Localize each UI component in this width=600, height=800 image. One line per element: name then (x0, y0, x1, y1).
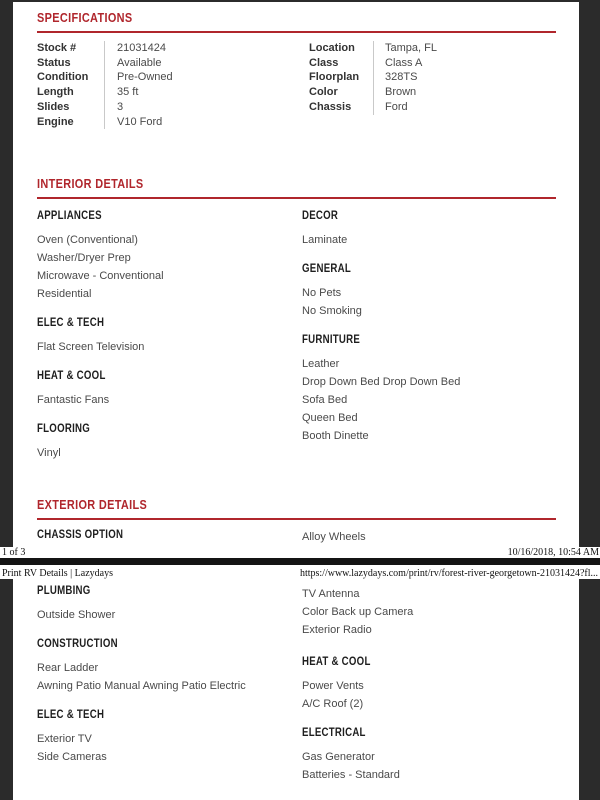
spec-label: Floorplan (309, 71, 360, 84)
feature-group-elec-tech-exterior (37, 708, 302, 766)
feature-item: Microwave - Conventional (37, 270, 164, 283)
spec-label: Stock # (37, 42, 77, 54)
print-url: https://www.lazydays.com/print/rv/forest-river-georgetown-21031424?fl... (299, 568, 598, 579)
page-2-background (0, 579, 600, 800)
feature-group-decor (302, 209, 556, 249)
feature-group-heading: FLOORING (37, 423, 90, 436)
spec-value: 3 (104, 100, 297, 115)
spec-value: 35 ft (104, 85, 297, 100)
feature-item: No Smoking (302, 305, 362, 318)
feature-group-heading: ELECTRICAL (302, 727, 366, 739)
spec-label: Engine (37, 115, 74, 128)
interior-right-column (302, 199, 556, 462)
page-separator (0, 558, 600, 565)
specifications-table (37, 41, 556, 129)
feature-item: Outside Shower (37, 609, 116, 621)
feature-group-heat-cool-exterior (302, 655, 556, 713)
feature-group-heading: HEAT & COOL (37, 370, 106, 383)
feature-item: Flat Screen Television (37, 341, 145, 354)
spec-label: Color (309, 86, 338, 99)
feature-group-heading: FURNITURE (302, 334, 361, 347)
feature-item: Side Cameras (37, 751, 107, 763)
spec-row (309, 100, 556, 115)
feature-group-heading: GENERAL (302, 263, 351, 276)
feature-item: Sofa Bed (302, 394, 348, 407)
feature-item: Batteries - Standard (302, 769, 400, 781)
feature-item: Alloy Wheels (302, 531, 366, 544)
spec-label: Status (37, 56, 71, 69)
spec-label: Class (309, 56, 339, 69)
page-number: 1 of 3 (2, 547, 26, 558)
page-1-content (13, 2, 579, 548)
spec-value: Tampa, FL (373, 41, 556, 56)
feature-group-heading: HEAT & COOL (302, 656, 371, 668)
feature-group-plumbing (37, 584, 302, 624)
spec-label: Chassis (309, 100, 352, 113)
feature-item: Gas Generator (302, 751, 375, 763)
feature-group-electrical (302, 726, 556, 784)
feature-group-heading: DECOR (302, 210, 339, 223)
spec-table-right (309, 41, 556, 129)
feature-item: Residential (37, 288, 92, 301)
spec-row (309, 56, 556, 71)
spec-value: Pre-Owned (104, 70, 297, 85)
print-timestamp: 10/16/2018, 10:54 AM (507, 547, 599, 558)
feature-group-heading: PLUMBING (37, 585, 91, 597)
section-title-text: SPECIFICATIONS (37, 10, 133, 25)
feature-group-general (302, 262, 556, 320)
exterior-columns-continued (37, 584, 556, 784)
feature-items-continued (302, 585, 556, 639)
feature-group-heading: CONSTRUCTION (37, 638, 118, 650)
spec-row (37, 70, 297, 85)
page-2-print-header (0, 565, 600, 579)
feature-group-heading: ELEC & TECH (37, 317, 105, 330)
spec-value: Brown (373, 85, 556, 100)
spec-row (309, 85, 556, 100)
feature-item: Rear Ladder (37, 662, 99, 674)
specifications-section-title (37, 9, 556, 33)
spec-value: Ford (373, 100, 556, 115)
spec-row (37, 115, 297, 130)
page-2-right-column (302, 584, 556, 784)
feature-item: Power Vents (302, 680, 364, 692)
feature-group-heat-cool (37, 369, 302, 409)
exterior-details-section-title (37, 496, 556, 520)
spec-row (309, 41, 556, 56)
spec-value: V10 Ford (104, 115, 297, 130)
feature-group-construction (37, 637, 302, 695)
feature-item: No Pets (302, 287, 342, 300)
spec-value: Class A (373, 56, 556, 71)
spec-label: Condition (37, 71, 89, 84)
feature-item: Fantastic Fans (37, 394, 110, 407)
feature-item: Oven (Conventional) (37, 234, 138, 247)
spec-table-left (37, 41, 297, 129)
feature-item: Booth Dinette (302, 430, 369, 443)
feature-item: Leather (302, 358, 340, 371)
interior-left-column (37, 199, 302, 462)
section-title-text: INTERIOR DETAILS (37, 176, 144, 192)
feature-group-heading: CHASSIS OPTION (37, 529, 124, 542)
spec-row (37, 56, 297, 71)
feature-group-appliances (37, 209, 302, 303)
spec-value: 21031424 (104, 41, 297, 56)
interior-details-section-title (37, 175, 556, 199)
spec-row (37, 100, 297, 115)
page-1-print-footer (0, 547, 600, 558)
spec-value: 328TS (373, 70, 556, 85)
section-title-text: EXTERIOR DETAILS (37, 497, 148, 513)
feature-item: Washer/Dryer Prep (37, 252, 131, 265)
feature-group-heading: APPLIANCES (37, 210, 102, 223)
page-2-left-column (37, 584, 302, 784)
spec-value: Available (104, 56, 297, 71)
feature-item: Exterior Radio (302, 624, 372, 636)
interior-details-section (37, 175, 556, 462)
feature-item: Drop Down Bed Drop Down Bed (302, 376, 461, 389)
feature-group-elec-tech (37, 316, 302, 356)
feature-item: Vinyl (37, 447, 61, 460)
feature-item: TV Antenna (302, 588, 360, 600)
spec-row (309, 70, 556, 85)
interior-columns (37, 199, 556, 462)
spec-row (37, 85, 297, 100)
spec-label: Length (37, 86, 74, 99)
spec-label: Location (309, 42, 355, 54)
print-document-title: Print RV Details | Lazydays (2, 568, 114, 579)
feature-item: Color Back up Camera (302, 606, 414, 618)
feature-group-heading: ELEC & TECH (37, 709, 105, 721)
feature-item: Queen Bed (302, 412, 358, 425)
feature-item: A/C Roof (2) (302, 698, 364, 710)
feature-item: Laminate (302, 234, 348, 247)
feature-item: Exterior TV (37, 733, 92, 745)
feature-item: Awning Patio Manual Awning Patio Electric (37, 680, 246, 692)
spec-row (37, 41, 297, 56)
spec-label: Slides (37, 100, 70, 113)
feature-group-furniture (302, 333, 556, 445)
page-2-content (13, 579, 579, 800)
feature-group-flooring (37, 422, 302, 462)
